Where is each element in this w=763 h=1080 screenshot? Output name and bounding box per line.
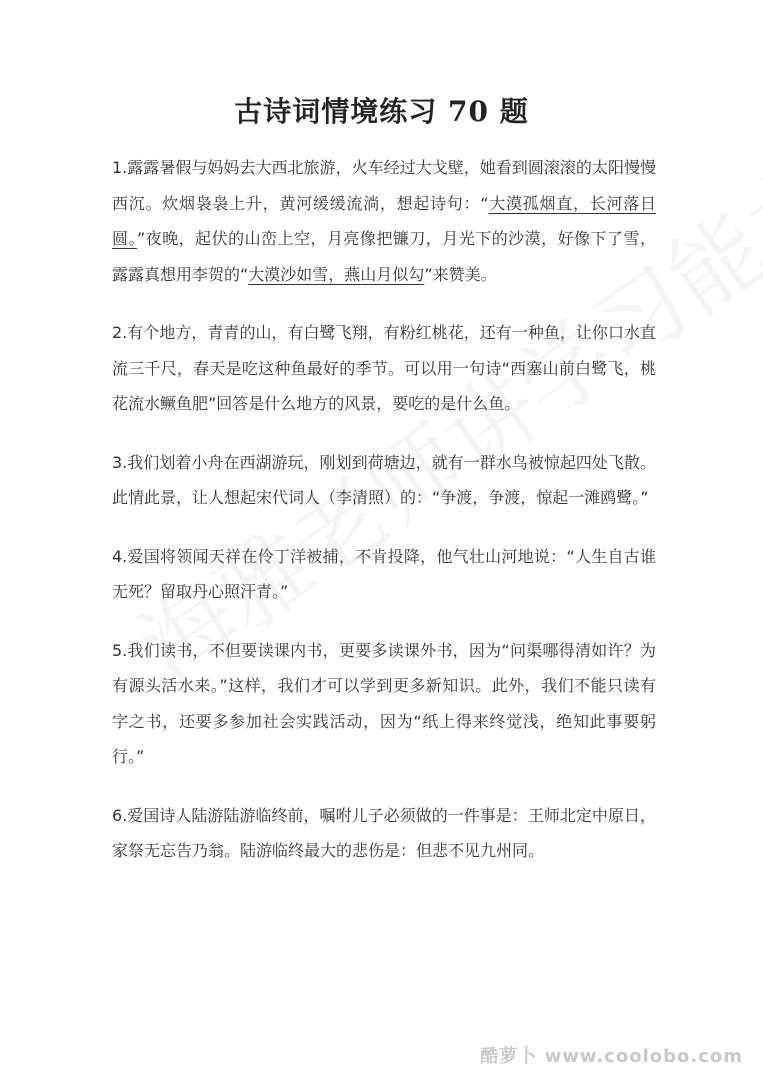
question-paragraph	[112, 539, 656, 610]
question-text: 3.我们划着小舟在西湖游玩，刚划到荷塘边，就有一群水鸟被惊起四处飞散。此情此景，让人想起宋代词人（李清照）的：“争渡，争渡，惊起一滩鸥鹭。”	[112, 452, 656, 507]
question-text: ”来赞美。	[424, 264, 497, 284]
page-title: 古诗词情境练习 70 题	[234, 95, 529, 128]
underlined-answer: 大漠沙如雪，燕山月似勾	[248, 264, 425, 284]
question-text: 2.有个地方，青青的山，有白鹭飞翔，有粉红桃花，还有一种鱼，让你口水直流三千尺，春天是吃这种鱼最好的季节。可以用一句诗“西塞山前白鹭飞，桃花流水鳜鱼肥”回答是什么地方的风景，要吃的是什么鱼。	[112, 323, 656, 413]
question-text: 5.我们读书，不但要读课内书，更要多读课外书，因为“问渠哪得清如许？为有源头活水来。”这样，我们才可以学到更多新知识。此外，我们不能只读有字之书，还要多参加社会实践活动，因为“纸上得来终觉浅，绝知此事要躬行。”	[112, 640, 656, 766]
footer-watermark: 酷萝卜 www.coolobo.com	[480, 1046, 743, 1067]
question-paragraph	[112, 633, 656, 775]
question-text: 6.爱国诗人陆游陆游临终前，嘱咐儿子必须做的一件事是：王师北定中原日，家祭无忘告乃翁。陆游临终最大的悲伤是：但悲不见九州同。	[112, 805, 656, 860]
question-paragraph	[112, 798, 656, 869]
question-text: 4.爱国将领闻天祥在伶丁洋被捕，不肯投降，他气壮山河地说：“人生自古谁无死？留取丹心照汗青。”	[112, 546, 656, 601]
question-text: ”夜晚，起伏的山峦上空，月亮像把镰刀，月光下的沙漠，好像下了雪，露露真想用李贺的“	[112, 229, 656, 284]
document-body	[112, 150, 656, 892]
question-paragraph	[112, 315, 656, 422]
question-text: 1.露露暑假与妈妈去大西北旅游，火车经过大戈壁，她看到圆滚滚的太阳慢慢西沉。炊烟袅袅上升，黄河缓缓流淌，想起诗句：“	[112, 158, 656, 213]
underlined-answer: 大漠孤烟直，长河落日圆。	[112, 193, 656, 248]
question-paragraph	[112, 445, 656, 516]
question-paragraph	[112, 150, 656, 292]
